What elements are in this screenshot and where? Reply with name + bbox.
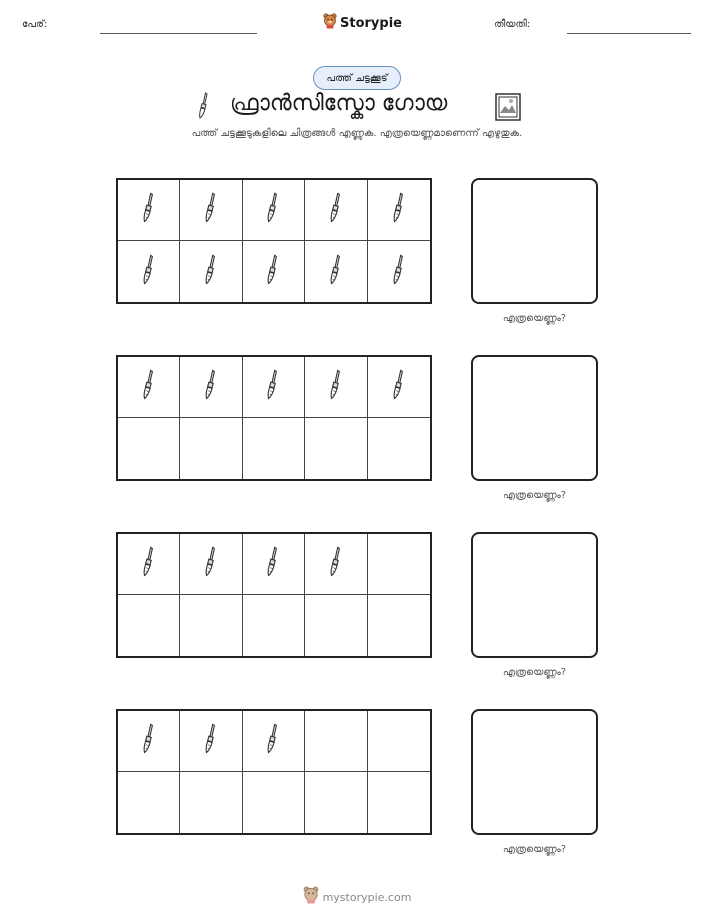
ten-frame-cell [243,357,305,418]
ten-frame-cell [118,772,180,833]
paintbrush-icon [264,254,282,290]
ten-frame-cell [243,534,305,595]
worksheet-type-badge: പത്ത് ചട്ടക്കൂട് [313,66,401,90]
paintbrush-icon [202,192,220,228]
page-title: ഫ്രാൻസിസ്കോ ഗോയ [230,91,448,116]
paintbrush-icon [327,192,345,228]
ten-frame-cell [180,595,242,656]
paintbrush-icon [202,723,220,759]
date-label: തീയതി: [494,19,531,30]
ten-frame-cell [180,241,242,302]
ten-frame-cell [118,711,180,772]
ten-frame-cell [368,357,430,418]
ten-frame-cell [180,180,242,241]
ten-frame-cell [368,241,430,302]
ten-frame-cell [368,595,430,656]
answer-box-4[interactable] [471,709,598,835]
ten-frame-cell [305,595,367,656]
ten-frame-cell [243,595,305,656]
answer-prompt-3: എത്രയെണ്ണം? [502,667,567,678]
ten-frame-cell [180,357,242,418]
ten-frame-cell [368,418,430,479]
instructions: പത്ത് ചട്ടക്കൂടുകളിലെ ചിത്രങ്ങൾ എണ്ണുക. എത്രയെണ്ണമാണെന്ന് എഴുതുക. [191,128,523,139]
bear-mascot-icon [323,13,337,33]
paintbrush-icon [390,369,408,405]
ten-frame-cell [243,772,305,833]
date-field-line[interactable] [567,33,691,34]
paintbrush-icon [140,369,158,405]
ten-frame-cell [305,418,367,479]
ten-frame-cell [118,595,180,656]
ten-frame-cell [368,711,430,772]
brand-name: Storypie [340,15,402,31]
ten-frame-2 [116,355,432,481]
paintbrush-icon [327,254,345,290]
ten-frame-cell [305,180,367,241]
ten-frame-cell [368,180,430,241]
ten-frame-cell [243,711,305,772]
ten-frame-cell [368,534,430,595]
paintbrush-icon [327,369,345,405]
ten-frame-cell [243,180,305,241]
ten-frame-3 [116,532,432,658]
ten-frame-cell [118,180,180,241]
footer-url[interactable]: mystorypie.com [322,890,412,904]
ten-frame-cell [305,357,367,418]
answer-box-1[interactable] [471,178,598,304]
ten-frame-cell [243,241,305,302]
ten-frame-cell [118,241,180,302]
ten-frame-1 [116,178,432,304]
paintbrush-icon [196,92,212,124]
brand-logo [323,13,402,33]
ten-frame-cell [180,534,242,595]
paintbrush-icon [264,192,282,228]
answer-box-2[interactable] [471,355,598,481]
answer-prompt-1: എത്രയെണ്ണം? [502,313,567,324]
ten-frame-cell [305,241,367,302]
paintbrush-icon [140,192,158,228]
answer-prompt-4: എത്രയെണ്ണം? [502,844,567,855]
ten-frame-4 [116,709,432,835]
paintbrush-icon [390,192,408,228]
ten-frame-cell [305,772,367,833]
ten-frame-cell [118,534,180,595]
framed-painting-icon [495,93,521,125]
paintbrush-icon [264,723,282,759]
paintbrush-icon [140,723,158,759]
answer-box-3[interactable] [471,532,598,658]
ten-frame-cell [368,772,430,833]
ten-frame-cell [305,534,367,595]
answer-prompt-2: എത്രയെണ്ണം? [502,490,567,501]
ten-frame-cell [243,418,305,479]
ten-frame-cell [180,772,242,833]
paintbrush-icon [202,369,220,405]
paintbrush-icon [140,546,158,582]
ten-frame-cell [118,357,180,418]
ten-frame-cell [305,711,367,772]
ten-frame-cell [118,418,180,479]
paintbrush-icon [140,254,158,290]
paintbrush-icon [202,254,220,290]
paintbrush-icon [202,546,220,582]
paintbrush-icon [327,546,345,582]
bear-mascot-icon [303,886,319,908]
paintbrush-icon [264,369,282,405]
name-label: പേര്: [22,19,48,30]
paintbrush-icon [264,546,282,582]
footer [0,886,714,908]
ten-frame-cell [180,711,242,772]
name-field-line[interactable] [100,33,257,34]
paintbrush-icon [390,254,408,290]
ten-frame-cell [180,418,242,479]
